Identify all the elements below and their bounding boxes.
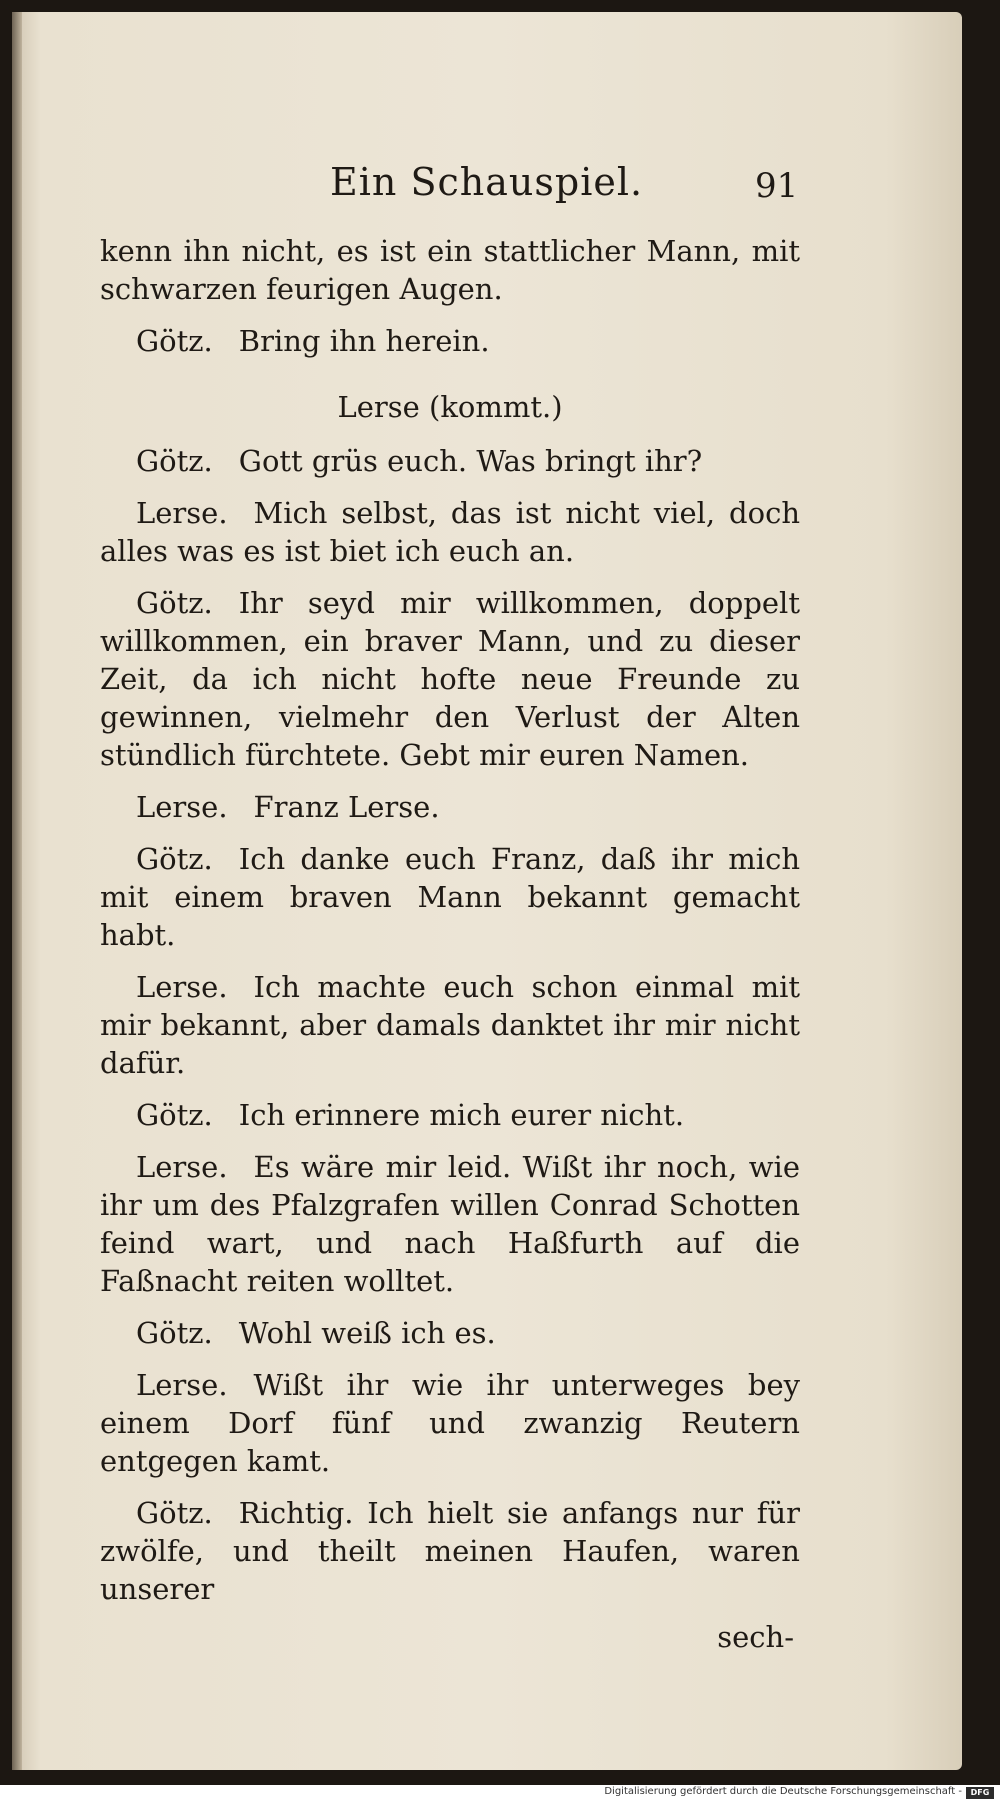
speaker-name: Götz. <box>136 1098 213 1132</box>
dialogue-text: Ihr seyd mir willkommen, doppelt willkommen, ein braver Mann, und zu dieser Zeit, da ich nicht hofte neue Freunde zu gewinnen, vielmehr den Verlust der Alten stündlich fürchtete. Gebt mir euren Namen. <box>100 586 800 772</box>
speaker-name: Lerse. <box>136 496 228 530</box>
funding-credit: Digitalisierung gefördert durch die Deutsche Forschungsgemeinschaft - <box>604 1786 962 1797</box>
dialogue-text: Ich erinnere mich eurer nicht. <box>238 1098 685 1132</box>
dialogue-text: Ich machte euch schon einmal mit mir bekannt, aber damals danktet ihr mir nicht dafür. <box>100 970 800 1080</box>
dialogue-text: Ich danke euch Franz, daß ihr mich mit einem braven Mann bekannt gemacht habt. <box>100 842 800 952</box>
dialogue-paragraph <box>100 584 800 774</box>
dialogue-paragraph <box>100 788 800 826</box>
dialogue-paragraph <box>100 1366 800 1480</box>
speaker-name: Götz. <box>136 444 213 478</box>
speaker-name: Lerse. <box>136 970 228 1004</box>
dialogue-paragraph <box>100 1314 800 1352</box>
speaker-name: Götz. <box>136 1496 213 1530</box>
dialogue-paragraph <box>100 1148 800 1300</box>
running-head <box>100 160 800 220</box>
dialogue-text: Gott grüs euch. Was bringt ihr? <box>238 444 703 478</box>
speaker-name: Lerse. <box>136 1150 228 1184</box>
dialogue-paragraph <box>100 494 800 570</box>
speaker-name: Götz. <box>136 1316 213 1350</box>
paragraph-text: kenn ihn nicht, es ist ein stattlicher Mann, mit schwarzen feurigen Augen. <box>100 234 800 306</box>
speaker-name: Götz. <box>136 842 213 876</box>
catchword: sech- <box>717 1620 794 1654</box>
paragraph-continuation <box>100 232 800 308</box>
dialogue-text: Franz Lerse. <box>253 790 440 824</box>
dialogue-text: Bring ihn herein. <box>238 324 490 358</box>
stage-direction: Lerse (kommt.) <box>337 390 563 424</box>
dialogue-text: Wißt ihr wie ihr unterweges bey einem Dorf fünf und zwanzig Reutern entgegen kamt. <box>100 1368 800 1478</box>
speaker-name: Lerse. <box>136 790 228 824</box>
dialogue-paragraph <box>100 1096 800 1134</box>
page-gutter-shadow <box>12 12 22 1770</box>
digitization-footer <box>0 1785 1000 1802</box>
dialogue-paragraph <box>100 442 800 480</box>
running-title: Ein Schauspiel. <box>330 160 644 204</box>
dialogue-text: Es wäre mir leid. Wißt ihr noch, wie ihr um des Pfalzgrafen willen Conrad Schotten feind wart, und nach Haßfurth auf die Faßnacht reiten wolltet. <box>100 1150 800 1298</box>
dialogue-paragraph <box>100 322 800 360</box>
dialogue-paragraph <box>100 1494 800 1608</box>
dialogue-text: Richtig. Ich hielt sie anfangs nur für zwölfe, und theilt meinen Haufen, waren unserer <box>100 1496 800 1606</box>
dialogue-paragraph <box>100 840 800 954</box>
text-block <box>100 232 800 1656</box>
dialogue-text: Mich selbst, das ist nicht viel, doch alles was es ist biet ich euch an. <box>100 496 800 568</box>
page-number: 91 <box>755 166 799 206</box>
dialogue-text: Wohl weiß ich es. <box>238 1316 496 1350</box>
dialogue-paragraph <box>100 968 800 1082</box>
speaker-name: Götz. <box>136 586 213 620</box>
dfg-logo: DFG <box>966 1787 994 1799</box>
speaker-name: Lerse. <box>136 1368 228 1402</box>
speaker-name: Götz. <box>136 324 213 358</box>
